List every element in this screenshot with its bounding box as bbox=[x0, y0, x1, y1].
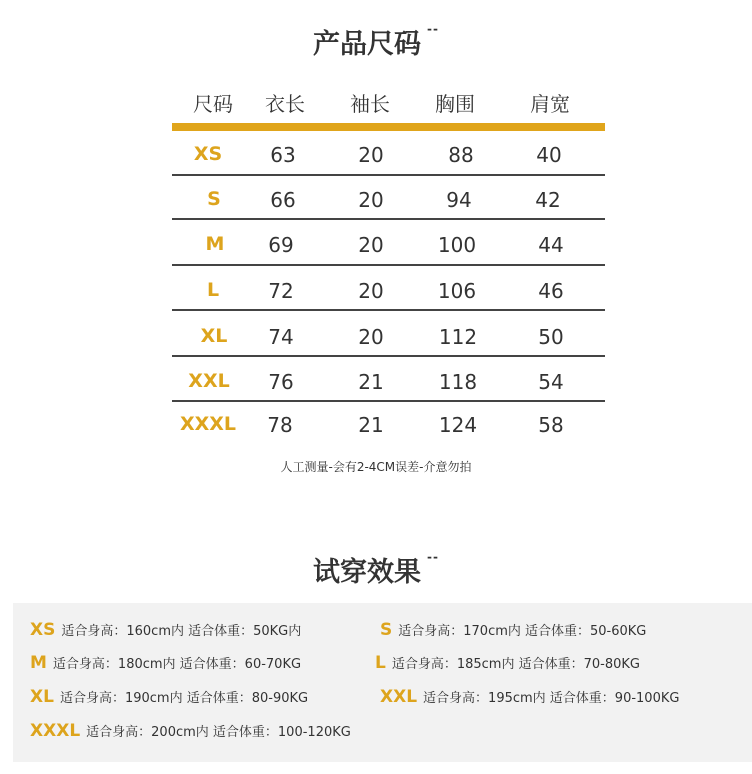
shoulder-value: 40 bbox=[536, 143, 562, 167]
fit-item bbox=[30, 620, 301, 640]
size-chart-title-text: 产品尺码 bbox=[313, 29, 422, 60]
shoulder-value: 46 bbox=[538, 279, 564, 303]
table-row bbox=[0, 233, 752, 277]
header-length: 衣长 bbox=[265, 92, 305, 116]
header-shoulder: 肩宽 bbox=[530, 92, 570, 116]
chest-value: 124 bbox=[438, 413, 478, 437]
fit-size: L bbox=[375, 653, 386, 673]
fit-size: S bbox=[380, 620, 393, 640]
shoulder-value: 54 bbox=[538, 370, 564, 394]
fit-text: 适合身高：160cm内 适合体重：50KG内 bbox=[61, 624, 302, 639]
row-divider bbox=[172, 400, 605, 402]
row-divider bbox=[172, 309, 605, 311]
fit-panel bbox=[13, 603, 752, 762]
size-label: L bbox=[206, 279, 220, 301]
fit-text: 适合身高：170cm内 适合体重：50-60KG bbox=[398, 624, 647, 639]
size-label: XS bbox=[193, 143, 223, 165]
chest-value: 118 bbox=[438, 370, 478, 394]
shoulder-value: 42 bbox=[535, 188, 561, 212]
measurement-note: 人工测量-会有2-4CM误差-介意勿拍 bbox=[280, 460, 472, 474]
fit-text: 适合身高：190cm内 适合体重：80-90KG bbox=[59, 691, 309, 706]
fit-text: 适合身高：180cm内 适合体重：60-70KG bbox=[52, 657, 302, 672]
shoulder-value: 44 bbox=[538, 233, 564, 257]
header-chest: 胸围 bbox=[435, 92, 475, 116]
fit-item bbox=[30, 687, 308, 707]
length-value: 74 bbox=[268, 325, 294, 349]
size-label: M bbox=[205, 233, 225, 255]
table-row bbox=[0, 143, 752, 187]
table-row bbox=[0, 325, 752, 369]
header-size: 尺码 bbox=[193, 92, 233, 116]
shoulder-value: 50 bbox=[538, 325, 564, 349]
title-mark: -- bbox=[427, 22, 439, 36]
fit-text: 适合身高：185cm内 适合体重：70-80KG bbox=[391, 657, 640, 672]
row-divider bbox=[172, 218, 605, 220]
fit-size: XXL bbox=[380, 687, 418, 707]
fit-size: XL bbox=[30, 687, 54, 707]
header-sleeve: 袖长 bbox=[350, 92, 390, 116]
fit-text: 适合身高：200cm内 适合体重：100-120KG bbox=[86, 725, 351, 740]
table-header bbox=[0, 88, 752, 118]
sleeve-value: 21 bbox=[358, 413, 384, 437]
chest-value: 88 bbox=[448, 143, 474, 167]
sleeve-value: 20 bbox=[358, 279, 384, 303]
sleeve-value: 21 bbox=[358, 370, 384, 394]
length-value: 72 bbox=[268, 279, 294, 303]
fit-size: M bbox=[30, 653, 47, 673]
fit-item bbox=[375, 653, 640, 673]
length-value: 69 bbox=[268, 233, 294, 257]
fit-item bbox=[30, 653, 301, 673]
row-divider bbox=[172, 264, 605, 266]
chest-value: 100 bbox=[437, 233, 477, 257]
size-label: XXL bbox=[188, 370, 230, 392]
size-chart-title bbox=[0, 22, 752, 61]
size-label: XL bbox=[200, 325, 228, 347]
title-mark: -- bbox=[427, 550, 439, 564]
row-divider bbox=[172, 174, 605, 176]
fit-section-title bbox=[0, 550, 752, 589]
sleeve-value: 20 bbox=[358, 325, 384, 349]
length-value: 63 bbox=[270, 143, 296, 167]
size-label: XXXL bbox=[179, 413, 237, 435]
chest-value: 106 bbox=[437, 279, 477, 303]
sleeve-value: 20 bbox=[358, 143, 384, 167]
fit-item bbox=[30, 721, 351, 741]
table-row bbox=[0, 413, 752, 457]
sleeve-value: 20 bbox=[358, 233, 384, 257]
fit-item bbox=[380, 687, 679, 707]
header-divider bbox=[172, 123, 605, 131]
fit-section-title-text: 试穿效果 bbox=[313, 557, 422, 588]
fit-size: XS bbox=[30, 620, 56, 640]
row-divider bbox=[172, 355, 605, 357]
fit-text: 适合身高：195cm内 适合体重：90-100KG bbox=[423, 691, 680, 706]
table-row bbox=[0, 188, 752, 232]
length-value: 66 bbox=[270, 188, 296, 212]
fit-item bbox=[380, 620, 646, 640]
fit-size: XXXL bbox=[30, 721, 81, 741]
table-row bbox=[0, 370, 752, 414]
shoulder-value: 58 bbox=[538, 413, 564, 437]
chest-value: 112 bbox=[438, 325, 478, 349]
length-value: 78 bbox=[267, 413, 293, 437]
chest-value: 94 bbox=[446, 188, 472, 212]
table-row bbox=[0, 279, 752, 323]
length-value: 76 bbox=[268, 370, 294, 394]
size-label: S bbox=[207, 188, 221, 210]
sleeve-value: 20 bbox=[358, 188, 384, 212]
